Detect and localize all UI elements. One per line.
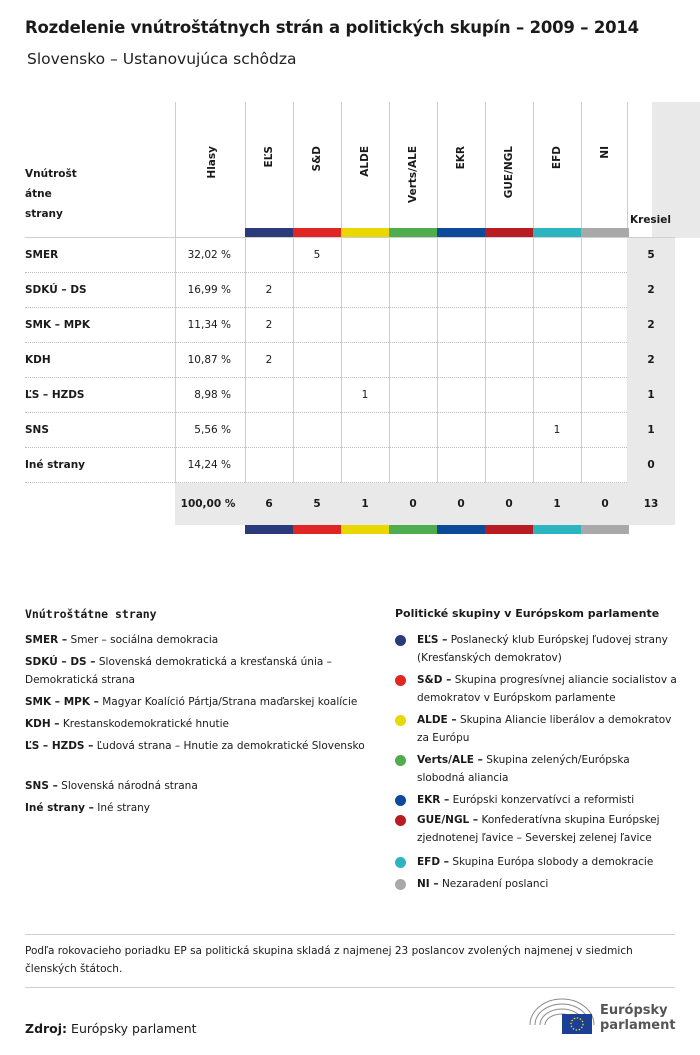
party-legend-item (25, 737, 365, 755)
party-name: SMER (25, 249, 59, 261)
group-header: S&D (311, 146, 323, 172)
vote-share: 14,24 % (187, 459, 231, 471)
group-total: 0 (505, 498, 513, 510)
total-seats: 1 (627, 413, 675, 448)
party-fullname: Ľudová strana – Hnutie za demokratické Slovensko (96, 740, 365, 752)
group-color-dot (395, 715, 406, 726)
party-header-1: Vnútrošt (25, 168, 77, 180)
group-header: EFD (551, 146, 563, 170)
group-color-bar (581, 228, 629, 237)
vote-share: 11,34 % (187, 319, 231, 331)
hemicycle-eu-flag-icon (528, 995, 598, 1035)
group-total: 1 (361, 498, 369, 510)
party-name: ĽS – HZDS (25, 389, 85, 401)
divider (25, 934, 675, 935)
group-legend-item (395, 791, 680, 809)
divider (25, 987, 675, 988)
group-total: 5 (313, 498, 321, 510)
group-color-dot (395, 755, 406, 766)
party-abbr: SMK – MPK – (25, 696, 99, 708)
party-legend-item (25, 715, 365, 733)
group-abbr: Verts/ALE – (417, 754, 483, 766)
group-color-bar (485, 228, 533, 237)
group-color-dot (395, 675, 406, 686)
group-color-bar (341, 228, 389, 237)
group-header: NI (599, 146, 611, 159)
group-fullname: Skupina Aliancie liberálov a demokratov za Európu (417, 714, 672, 744)
group-legend-item (395, 875, 680, 893)
group-color-dot (395, 857, 406, 868)
table-row (25, 413, 675, 448)
group-abbr: EFD – (417, 856, 449, 868)
group-color-dot (395, 879, 406, 890)
group-legend-item (395, 711, 680, 747)
group-color-bar (533, 525, 581, 534)
party-name: KDH (25, 354, 51, 366)
seats-header: Kresiel (630, 214, 672, 226)
vote-share: 16,99 % (187, 284, 231, 296)
total-seats: 2 (627, 343, 675, 378)
group-seats: 2 (265, 284, 273, 296)
party-name: SMK – MPK (25, 319, 90, 331)
seat-distribution-table (25, 102, 675, 534)
party-name: Iné strany (25, 459, 86, 471)
group-color-bar (389, 525, 437, 534)
table-row (25, 308, 675, 343)
ep-logo (528, 995, 678, 1040)
group-color-bar (293, 228, 341, 237)
group-color-bar (389, 228, 437, 237)
group-color-bar (485, 525, 533, 534)
legend-parties-title: Vnútroštátne strany (25, 607, 157, 621)
group-abbr: ALDE – (417, 714, 457, 726)
group-color-bar (293, 525, 341, 534)
party-name: SNS (25, 424, 49, 436)
party-fullname: Magyar Koalíció Pártja/Strana maďarskej koalície (102, 696, 358, 708)
party-abbr: KDH – (25, 718, 60, 730)
group-color-dot (395, 635, 406, 646)
group-total: 1 (553, 498, 561, 510)
party-legend-item (25, 799, 365, 817)
table-row (25, 343, 675, 378)
party-fullname: Slovenská národná strana (61, 780, 198, 792)
party-abbr: Iné strany – (25, 802, 94, 814)
footnote: Podľa rokovacieho poriadku EP sa politická skupina skladá z najmenej 23 poslancov zvolených najmenej v siedmich členských štátoch. (25, 945, 633, 975)
group-fullname: Konfederatívna skupina Európskej zjednotenej ľavice – Severskej zelenej ľavice (417, 814, 660, 844)
party-name: SDKÚ – DS (25, 284, 87, 296)
group-fullname: Poslanecký klub Európskej ľudovej strany (Kresťanských demokratov) (417, 634, 668, 664)
vote-share: 5,56 % (194, 424, 231, 436)
group-seats: 1 (361, 389, 369, 401)
group-total: 0 (457, 498, 465, 510)
group-header: GUE/NGL (503, 146, 515, 199)
group-header: ALDE (359, 146, 371, 177)
group-abbr: S&D – (417, 674, 452, 686)
group-total: 0 (409, 498, 417, 510)
group-color-bar (437, 228, 485, 237)
party-legend-item (25, 653, 365, 689)
group-seats: 2 (265, 354, 273, 366)
total-votes: 100,00 % (180, 498, 236, 510)
party-legend-item (25, 777, 365, 795)
group-fullname: Nezaradení poslanci (441, 878, 549, 890)
party-fullname: Krestanskodemokratické hnutie (62, 718, 229, 730)
group-abbr: NI – (417, 878, 439, 890)
group-color-bar (533, 228, 581, 237)
group-color-dot (395, 795, 406, 806)
party-legend-item (25, 631, 365, 649)
group-legend-item (395, 751, 680, 787)
group-seats: 5 (313, 249, 321, 261)
group-header: EĽS (263, 146, 275, 168)
source-text: Európsky parlament (71, 1021, 197, 1036)
page-subtitle: Slovensko – Ustanovujúca schôdza (27, 50, 297, 68)
page-title: Rozdelenie vnútroštátnych strán a politických skupín – 2009 – 2014 (25, 18, 639, 37)
group-abbr: EĽS – (417, 634, 448, 646)
table-row (25, 238, 675, 273)
group-legend-item (395, 853, 680, 871)
total-seats: 2 (627, 273, 675, 308)
group-legend-item (395, 811, 680, 847)
group-seats: 1 (553, 424, 561, 436)
group-color-bar (245, 228, 293, 237)
vote-share: 32,02 % (187, 249, 231, 261)
total-seats: 1 (627, 378, 675, 413)
logo-text: Európsky parlament (600, 1003, 676, 1033)
table-row (25, 378, 675, 413)
group-fullname: Skupina Európa slobody a demokracie (452, 856, 654, 868)
table-row (25, 273, 675, 308)
group-color-dot (395, 815, 406, 826)
source-label: Zdroj: (25, 1021, 68, 1036)
group-abbr: EKR – (417, 794, 450, 806)
group-seats: 2 (265, 319, 273, 331)
party-abbr: SMER – (25, 634, 68, 646)
group-total: 0 (601, 498, 609, 510)
group-fullname: Skupina zelených/Európska slobodná aliancia (417, 754, 630, 784)
party-header-2: átne (25, 188, 52, 200)
vote-share: 10,87 % (187, 354, 231, 366)
votes-header: Hlasy (206, 146, 218, 179)
group-abbr: GUE/NGL – (417, 814, 479, 826)
party-fullname: Slovenská demokratická a kresťanská únia – Demokratická strana (25, 656, 332, 686)
party-fullname: Iné strany (97, 802, 151, 814)
group-header: Verts/ALE (407, 146, 419, 203)
vote-share: 8,98 % (194, 389, 231, 401)
group-fullname: Skupina progresívnej aliancie socialistov a demokratov v Európskom parlamente (417, 674, 677, 704)
group-color-bar (341, 525, 389, 534)
party-header-3: strany (25, 208, 63, 220)
group-total: 6 (265, 498, 273, 510)
total-seats: 2 (627, 308, 675, 343)
party-legend-item (25, 693, 365, 711)
party-abbr: SDKÚ – DS – (25, 656, 96, 668)
group-header: EKR (455, 146, 467, 170)
group-legend-item (395, 631, 680, 667)
group-color-bar (581, 525, 629, 534)
legend-groups-title: Politické skupiny v Európskom parlamente (395, 607, 660, 620)
total-seats: 0 (627, 448, 675, 483)
grand-total-seats: 13 (643, 498, 659, 510)
group-fullname: Európski konzervatívci a reformisti (452, 794, 635, 806)
party-fullname: Smer – sociálna demokracia (70, 634, 219, 646)
party-abbr: ĽS – HZDS – (25, 740, 94, 752)
group-legend-item (395, 671, 680, 707)
source-line (25, 1021, 197, 1036)
group-color-bar (245, 525, 293, 534)
total-seats: 5 (627, 238, 675, 273)
group-color-bar (437, 525, 485, 534)
table-row (25, 448, 675, 483)
party-abbr: SNS – (25, 780, 58, 792)
